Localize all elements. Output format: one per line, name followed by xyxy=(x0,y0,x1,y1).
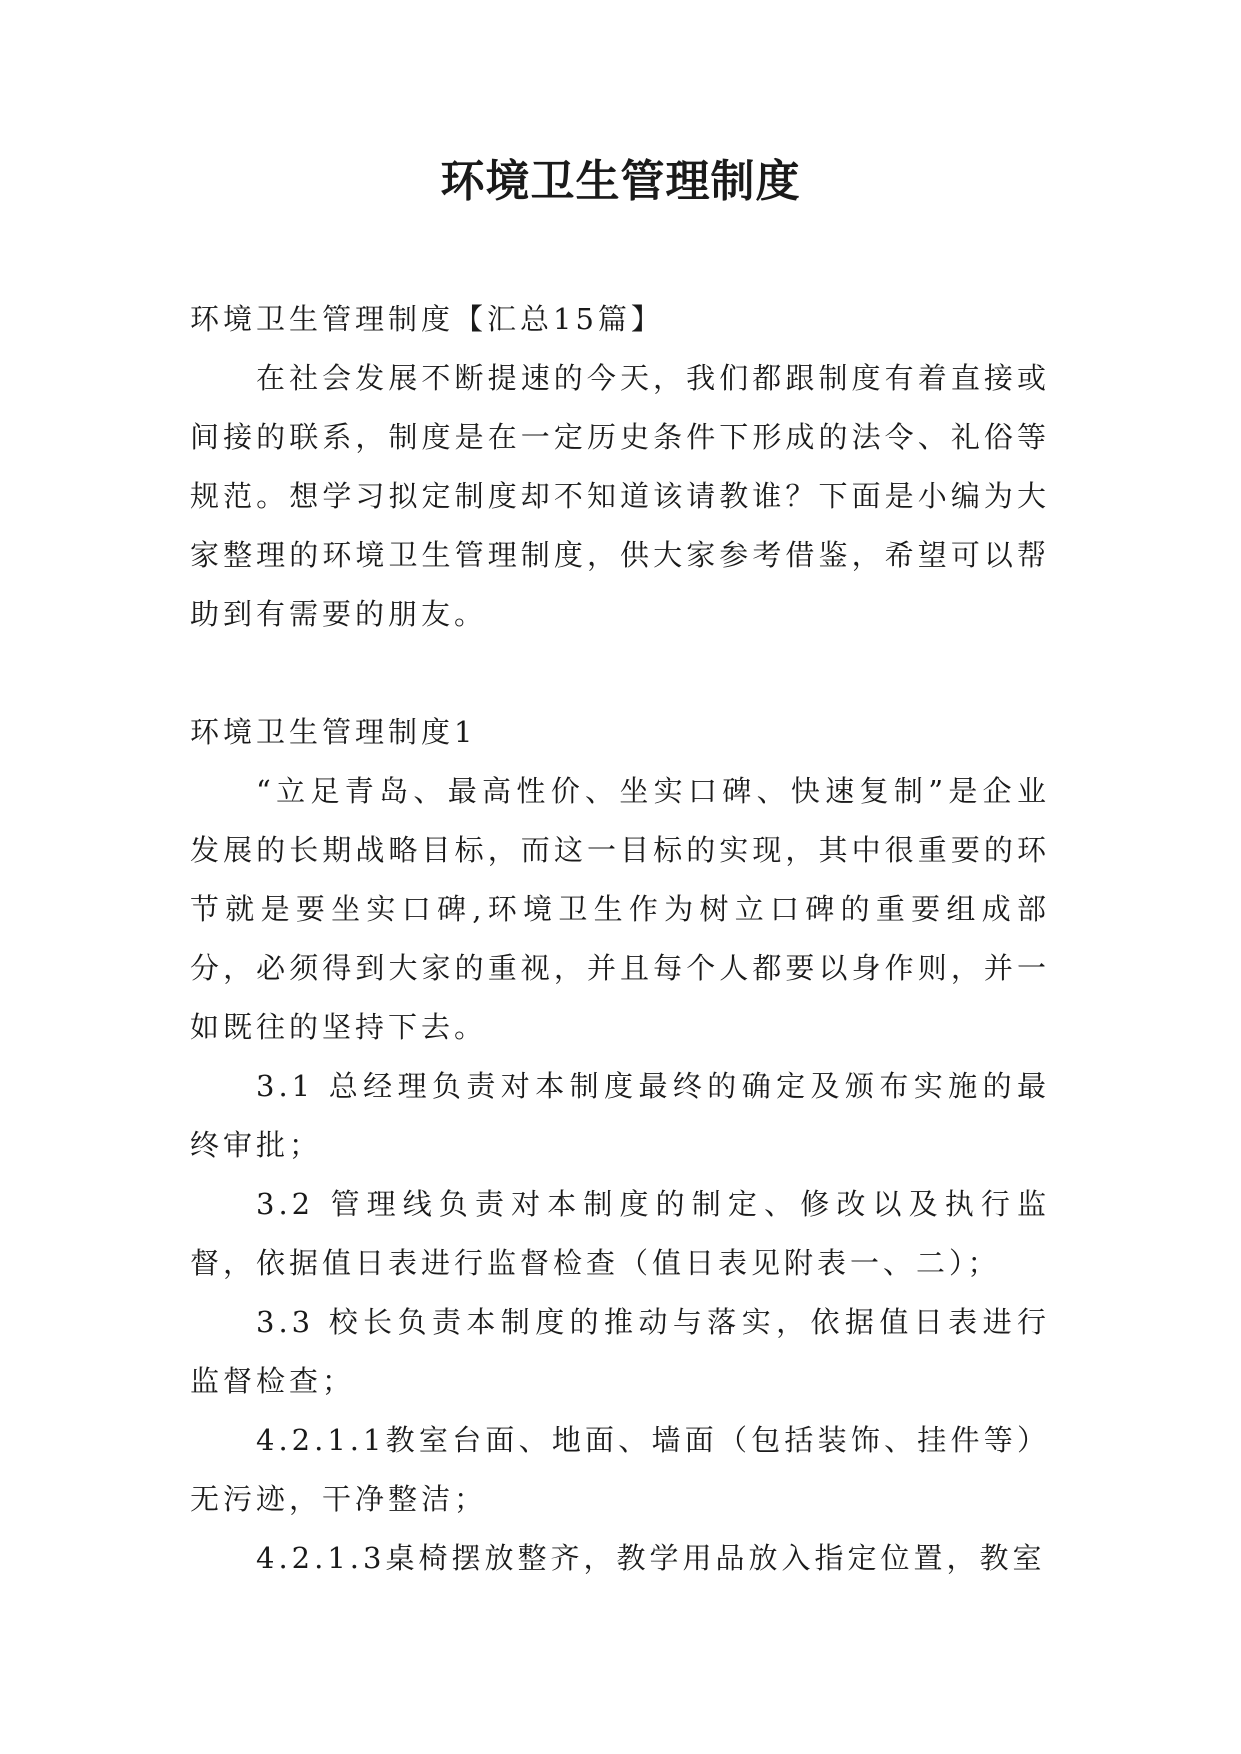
section-paragraph: 4.2.1.3桌椅摆放整齐，教学用品放入指定位置，教室 xyxy=(256,1541,1046,1575)
section-paragraph: 3.1 总经理负责对本制度最终的确定及颁布实施的最终审批； xyxy=(190,1069,1050,1162)
section-gap xyxy=(190,644,1050,703)
section-heading: 环境卫生管理制度1 xyxy=(190,715,477,749)
document-body xyxy=(190,290,1050,1588)
intro-paragraph: 在社会发展不断提速的今天，我们都跟制度有着直接或间接的联系，制度是在一定历史条件下形成的法令、礼俗等规范。想学习拟定制度却不知道该请教谁？下面是小编为大家整理的环境卫生管理制度，供大家参考借鉴，希望可以帮助到有需要的朋友。 xyxy=(190,361,1050,631)
collection-subtitle: 环境卫生管理制度【汇总15篇】 xyxy=(190,302,664,336)
section-paragraph: 3.2 管理线负责对本制度的制定、修改以及执行监督，依据值日表进行监督检查（值日表见附表一、二）； xyxy=(190,1187,1050,1280)
section-paragraph: 3.3 校长负责本制度的推动与落实，依据值日表进行监督检查； xyxy=(190,1305,1050,1398)
section-paragraph: “立足青岛、最高性价、坐实口碑、快速复制”是企业发展的长期战略目标，而这一目标的实现，其中很重要的环节就是要坐实口碑,环境卫生作为树立口碑的重要组成部分，必须得到大家的重视，并且每个人都要以身作则，并一如既往的坚持下去。 xyxy=(190,774,1050,1044)
document-title: 环境卫生管理制度 xyxy=(440,156,801,207)
section-paragraph: 4.2.1.1教室台面、地面、墙面（包括装饰、挂件等）无污迹，干净整洁； xyxy=(190,1423,1050,1516)
